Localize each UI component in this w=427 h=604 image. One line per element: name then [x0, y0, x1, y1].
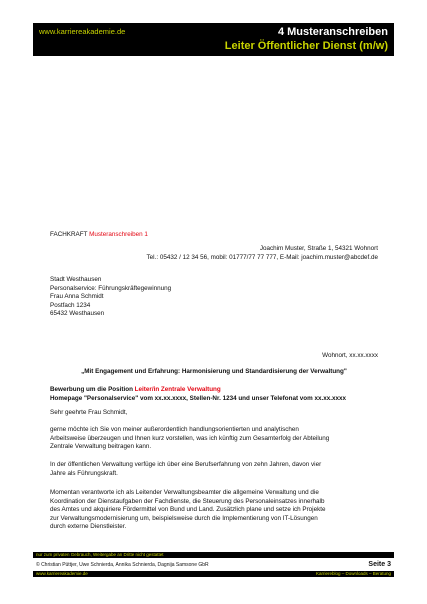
footer-note-text: nur zum privaten Gebrauch, Weitergabe an Dritte nicht gestattet — [36, 552, 164, 557]
text-line: Koordination der Dienstaufgaben der Fachdienste, die Steuerung des Personaleinsatzes innerhalb — [50, 497, 325, 505]
subject-line-1 — [50, 386, 378, 395]
text-line: gerne möchte ich Sie von meiner außerordentlich handlungsorientierten und analytischen — [50, 426, 299, 433]
salutation: Sehr geehrte Frau Schmidt, — [50, 409, 128, 416]
text-line: Momentan verantworte ich als Leitender Verwaltungsbeamter die allgemeine Verwaltung und die — [50, 489, 319, 496]
text-line: In der öffentlichen Verwaltung verfüge ich über eine Berufserfahrung von zehn Jahren, davon vier — [50, 461, 322, 468]
fachkraft-value: Musteranschreiben 1 — [89, 231, 148, 238]
letter-date: Wohnort, xx.xx.xxxx — [322, 352, 378, 359]
document-header — [33, 23, 394, 56]
paragraph-2 — [50, 461, 378, 478]
recipient-line: Stadt Westhausen — [50, 276, 102, 283]
subject-position: Leiter/in Zentrale Verwaltung — [134, 386, 221, 393]
paragraph-1 — [50, 426, 378, 452]
fachkraft-line — [50, 231, 378, 240]
subject-block — [50, 386, 378, 403]
text-line: Zentrale Verwaltung beitragen kann. — [50, 443, 152, 451]
page-number: Seite 3 — [368, 561, 391, 568]
subject-prefix: Bewerbung um die Position — [50, 386, 133, 393]
text-line: Arbeitsweise überzeugen und Ihnen kurz vorstellen, was ich künftig zum Gesamterfolg der Abteilung — [50, 434, 330, 442]
footer-usage-note — [33, 552, 394, 558]
footer-site-link[interactable]: www.karriereakademie.de — [36, 571, 88, 576]
recipient-line: 65432 Westhausen — [50, 310, 105, 318]
fachkraft-label: FACHKRAFT — [50, 231, 88, 238]
recipient-line: Frau Anna Schmidt — [50, 293, 104, 301]
recipient-line: Personalservice: Führungskräftegewinnung — [50, 284, 172, 292]
header-subtitle: Leiter Öffentlicher Dienst (m/w) — [224, 40, 388, 52]
sender-block — [50, 245, 378, 262]
sender-contact-line: Tel.: 05432 / 12 34 56, mobil: 01777/77 77 777, E-Mail: joachim.muster@abcdef.de — [146, 253, 378, 261]
text-line: des Amtes und akquiriere Fördermittel von Bund und Land. Zusätzlich plane und setze ich Projekte — [50, 506, 326, 514]
paragraph-3 — [50, 489, 378, 532]
recipient-address — [50, 276, 378, 319]
subject-line-2: Homepage "Personalservice" vom xx.xx.xxxx, Stellen-Nr. 1234 und unser Telefonat vom xx.xx.xxxx — [50, 394, 346, 402]
sender-name-line: Joachim Muster, Straße 1, 54321 Wohnort — [259, 245, 378, 252]
text-line: Jahre als Führungskraft. — [50, 469, 118, 477]
footer-copyright: © Christian Püttjer, Uwe Schnierda, Annika Schnierda, Dagnija Samsone GbR — [36, 562, 209, 568]
text-line: durch externe Dienstleister. — [50, 523, 127, 531]
text-line: zur Verwaltungsmodernisierung um, beispielsweise durch die Implementierung von IT-Lösungen — [50, 514, 318, 522]
header-title: 4 Musteranschreiben — [277, 26, 388, 38]
footer-blog-link[interactable]: Karriereblog – Downloads – Beratung — [315, 571, 391, 576]
letter-headline: „Mit Engagement und Erfahrung: Harmonisierung und Standardisierung der Verwaltung" — [81, 368, 347, 375]
recipient-line: Postfach 1234 — [50, 301, 91, 309]
footer-links — [33, 571, 394, 577]
footer-info — [33, 560, 394, 570]
header-site-url: www.karriereakademie.de — [39, 27, 126, 36]
